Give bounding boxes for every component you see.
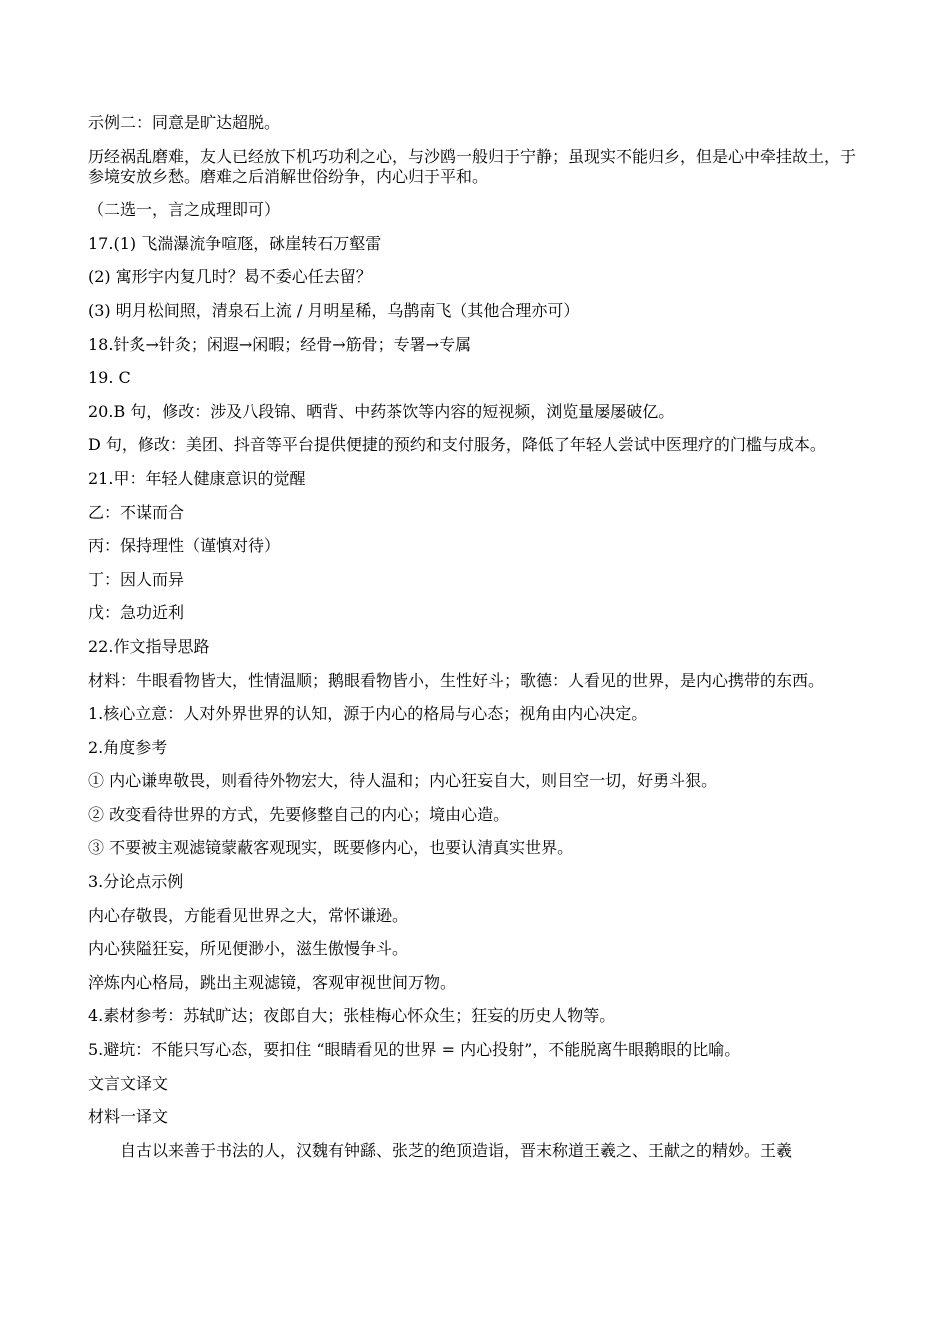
q22-subpoint-1: 内心存敬畏，方能看见世界之大，常怀谦逊。 [88,905,409,925]
example-two-body: 历经祸乱磨难，友人已经放下机巧功利之心，与沙鸥一般归于宁静；虽现实不能归乡，但是心中牵挂故土，于参境安放乡愁。磨难之后消解世俗纷争，内心归于平和。 [88,146,857,186]
q22-pitfalls: 5.避坑：不能只写心态，要扣住 “眼睛看见的世界 = 内心投射”，不能脱离牛眼鹅眼的比喻。 [88,1040,741,1060]
q22-angles-heading: 2.角度参考 [88,737,168,757]
q22-angle-1: ① 内心谦卑敬畏，则看待外物宏大，待人温和；内心狂妄自大，则目空一切，好勇斗狠。 [88,771,718,791]
q21-answer-yi: 乙：不谋而合 [88,502,185,522]
q17-answer-3: (3) 明月松间照，清泉石上流 / 月明星稀，乌鹊南飞（其他合理亦可） [88,300,580,320]
classical-translation-heading: 文言文译文 [88,1073,169,1093]
q19-answer: 19. C [88,368,131,388]
q21-answer-jia: 21.甲：年轻人健康意识的觉醒 [88,468,306,488]
q21-answer-ding: 丁：因人而异 [88,569,185,589]
q22-heading: 22.作文指导思路 [88,636,210,656]
q22-angle-2: ② 改变看待世界的方式，先要修整自己的内心；境由心造。 [88,804,510,824]
q22-material: 材料：牛眼看物皆大，性情温顺；鹅眼看物皆小，生性好斗；歌德：人看见的世界，是内心携带的东西。 [88,670,825,690]
q20-answer-d: D 句，修改：美团、抖音等平台提供便捷的预约和支付服务，降低了年轻人尝试中医理疗的门槛与成本。 [88,435,826,455]
material-one-translation-body: 自古以来善于书法的人，汉魏有钟繇、张芝的绝顶造诣，晋末称道王羲之、王献之的精妙。王羲 [120,1140,793,1160]
q20-answer-b: 20.B 句，修改：涉及八段锦、晒背、中药茶饮等内容的短视频，浏览量屡屡破亿。 [88,401,675,421]
q22-materials: 4.素材参考：苏轼旷达；夜郎自大；张桂梅心怀众生；狂妄的历史人物等。 [88,1006,616,1026]
material-one-translation-heading: 材料一译文 [88,1107,169,1127]
choose-one-note: （二选一，言之成理即可） [88,200,281,220]
q22-subpoint-3: 淬炼内心格局，跳出主观滤镜，客观审视世间万物。 [88,972,457,992]
q21-answer-wu: 戊：急功近利 [88,603,185,623]
q22-subpoints-heading: 3.分论点示例 [88,872,184,892]
example-two-heading: 示例二：同意是旷达超脱。 [88,113,281,132]
q22-core-theme: 1.核心立意：人对外界世界的认知，源于内心的格局与心态；视角由内心决定。 [88,704,648,724]
q18-answer: 18.针炙→针灸；闲遐→闲暇；经骨→筋骨；专署→专属 [88,334,472,354]
q22-subpoint-2: 内心狭隘狂妄，所见便渺小，滋生傲慢争斗。 [88,939,409,959]
q17-answer-1: 17.(1) 飞湍瀑流争喧豗，砯崖转石万壑雷 [88,233,382,253]
answer-document [88,113,864,1174]
q21-answer-bing: 丙：保持理性（谨慎对待） [88,536,281,556]
q22-angle-3: ③ 不要被主观滤镜蒙蔽客观现实，既要修内心，也要认清真实世界。 [88,838,574,858]
q17-answer-2: (2) 寓形宇内复几时？曷不委心任去留？ [88,267,372,287]
